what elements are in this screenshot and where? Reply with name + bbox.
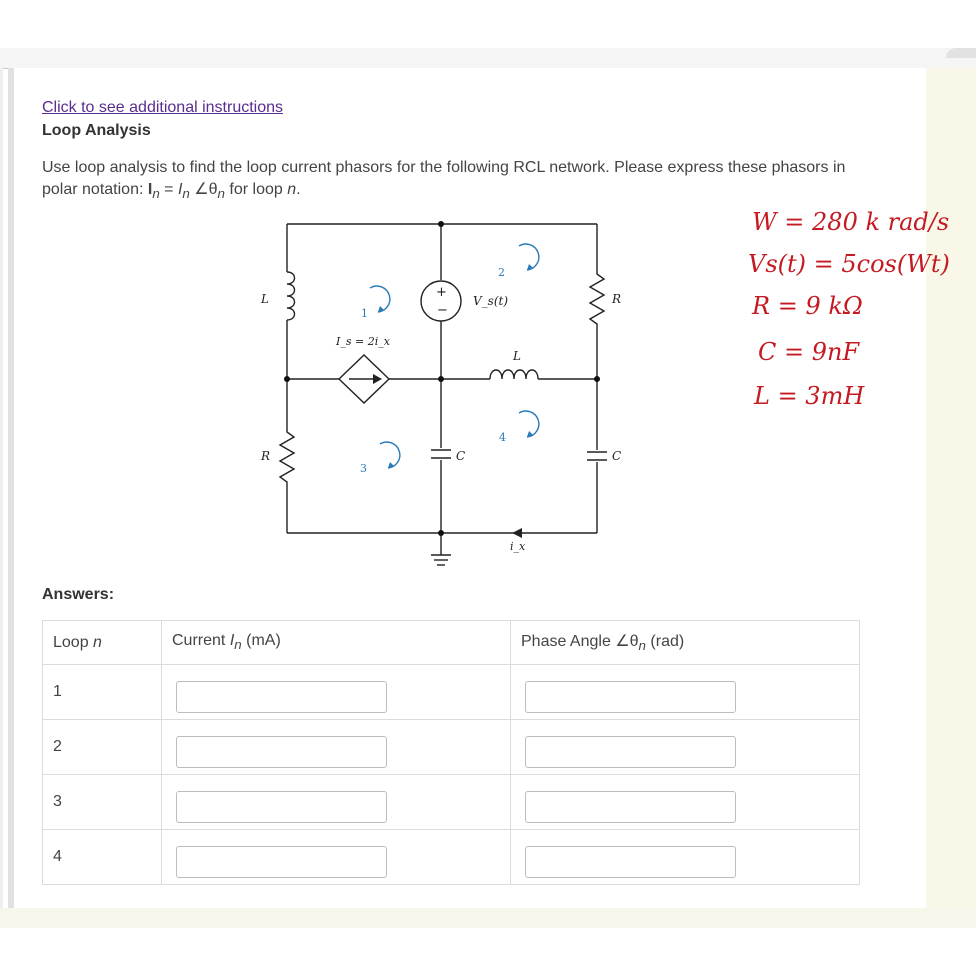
circuit-diagram: [240, 210, 660, 580]
phase-cell: [511, 830, 860, 885]
label-current-source: I_s = 2i_x: [336, 335, 390, 348]
phase-cell: [511, 720, 860, 775]
loop-2-label: 2: [498, 266, 505, 279]
additional-instructions-link[interactable]: Click to see additional instructions: [42, 99, 284, 116]
note-r: R = 9 kΩ: [752, 292, 863, 320]
loop-number: 4: [43, 830, 162, 885]
page-title: Loop Analysis: [42, 122, 151, 139]
loop-4-label: 4: [499, 431, 506, 444]
table-row: [43, 665, 860, 720]
table-row: [43, 775, 860, 830]
label-R-right: R: [612, 292, 622, 306]
loop-number: 2: [43, 720, 162, 775]
current-cell: [162, 720, 511, 775]
label-ix: i_x: [510, 540, 526, 553]
label-voltage-source: V_s(t): [473, 294, 509, 308]
note-omega: W = 280 k rad/s: [752, 208, 950, 236]
label-L-left: L: [261, 292, 269, 306]
bottom-band: [0, 908, 976, 928]
column-header-phase: Phase Angle $\angle\theta_n$ (rad): [511, 621, 860, 665]
label-C-mid: C: [456, 449, 466, 463]
phase-cell: [511, 775, 860, 830]
table-header-row: [43, 621, 860, 665]
phase-input-loop-1[interactable]: [525, 681, 736, 713]
phase-input-loop-3[interactable]: [525, 791, 736, 823]
note-c: C = 9nF: [758, 338, 860, 366]
current-input-loop-4[interactable]: [176, 846, 387, 878]
loop-3-label: 3: [360, 462, 367, 475]
window-corner: [946, 48, 976, 58]
answers-table: [42, 620, 860, 885]
browser-top-bar: [0, 48, 976, 69]
table-row: [43, 830, 860, 885]
plus-sign: +: [436, 285, 447, 300]
minus-sign: −: [437, 303, 448, 318]
loop-number: 3: [43, 775, 162, 830]
phase-cell: [511, 665, 860, 720]
table-row: [43, 720, 860, 775]
current-input-loop-1[interactable]: [176, 681, 387, 713]
loop-1-label: 1: [361, 307, 368, 320]
top-strip: [0, 0, 976, 48]
note-l: L = 3mH: [754, 382, 865, 410]
phase-input-loop-4[interactable]: [525, 846, 736, 878]
label-C-right: C: [612, 449, 622, 463]
problem-statement: Use loop analysis to find the loop current phasors for the following RCL network. Please express these phasors in polar notation: $I_n = I_n$ $\angle\theta_n$ for loop n.: [42, 159, 846, 202]
current-input-loop-3[interactable]: [176, 791, 387, 823]
label-R-left: R: [261, 449, 271, 463]
column-header-loop: Loop n: [43, 621, 162, 665]
current-cell: [162, 665, 511, 720]
current-input-loop-2[interactable]: [176, 736, 387, 768]
current-cell: [162, 830, 511, 885]
answers-heading: Answers:: [42, 586, 115, 603]
handwritten-notes: [740, 190, 970, 440]
phase-input-loop-2[interactable]: [525, 736, 736, 768]
column-header-current: Current $I_n$ (mA): [162, 621, 511, 665]
note-vs: Vs(t) = 5cos(Wt): [748, 250, 950, 278]
left-rail-outer: [0, 68, 3, 928]
label-L-mid: L: [513, 349, 521, 363]
loop-number: 1: [43, 665, 162, 720]
current-cell: [162, 775, 511, 830]
